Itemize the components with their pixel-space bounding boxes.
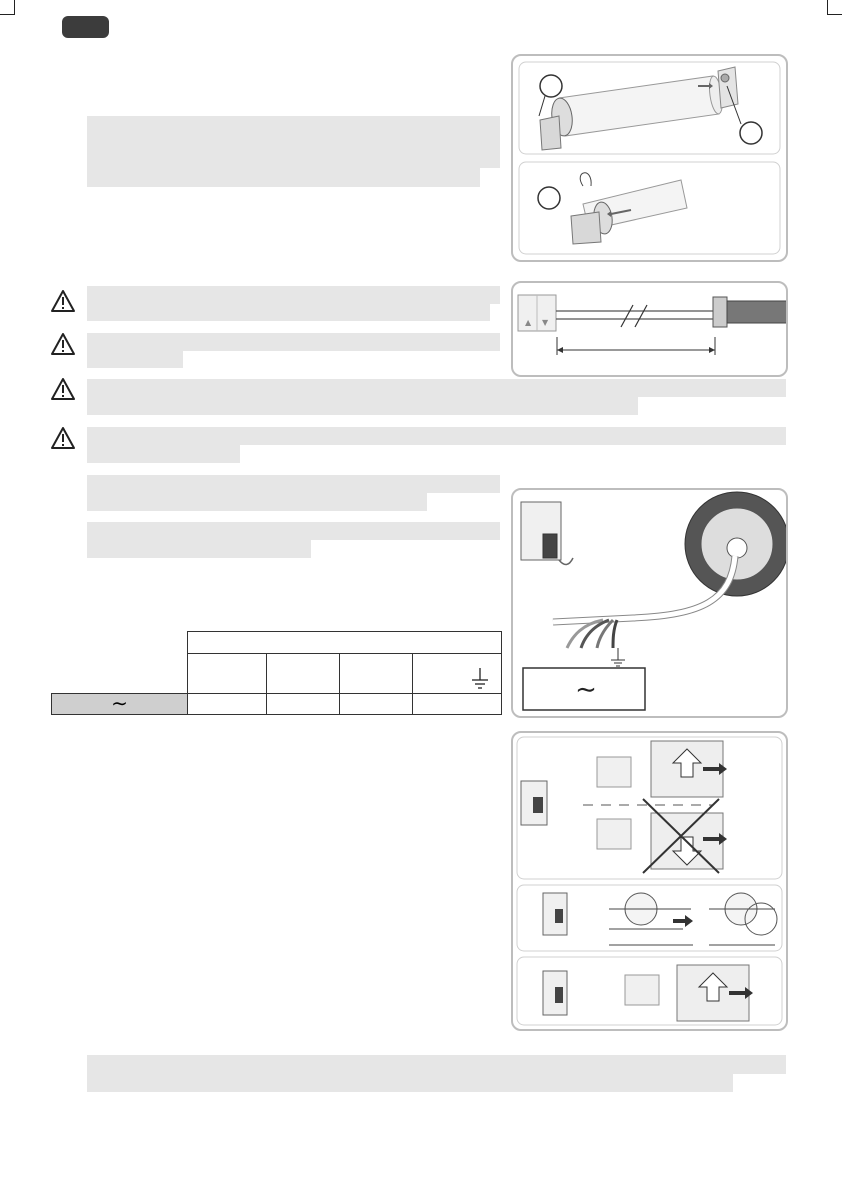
text-block-wiring-1b — [87, 493, 427, 511]
crop-mark-top-right — [827, 0, 842, 15]
wire-cell-2 — [267, 694, 340, 715]
wire-column-earth — [413, 654, 502, 694]
warning-text-3b — [87, 397, 638, 415]
figure-tube-installation — [511, 54, 788, 262]
figure-wiring-diagram — [511, 488, 788, 718]
text-block-footer — [87, 1055, 786, 1074]
warning-icon — [50, 289, 76, 313]
svg-text:▼: ▼ — [542, 318, 549, 327]
text-block-installation-1 — [87, 116, 500, 168]
warning-text-2b — [87, 351, 183, 368]
cable-length-illustration — [513, 283, 786, 375]
figure-direction-check — [511, 731, 788, 1031]
language-tab — [62, 16, 109, 38]
ac-supply-cell — [52, 694, 188, 715]
warning-text-2 — [87, 333, 500, 351]
text-block-wiring-1 — [87, 475, 500, 493]
text-block-wiring-2b — [87, 540, 311, 558]
wiring-table-header — [188, 632, 502, 654]
warning-icon — [50, 426, 76, 450]
text-block-footer-b — [87, 1074, 733, 1092]
warning-text-1 — [87, 286, 500, 304]
svg-text:▲: ▲ — [525, 318, 532, 327]
direction-check-illustration — [513, 733, 786, 1029]
warning-text-4 — [87, 427, 786, 445]
figure-cable-length — [511, 281, 788, 377]
text-block-installation-2 — [87, 168, 480, 187]
warning-icon — [50, 332, 76, 356]
ac-symbol: ∼ — [575, 674, 597, 704]
warning-text-4b — [87, 445, 240, 463]
wire-cell-1 — [188, 694, 267, 715]
wire-column-1 — [188, 654, 267, 694]
wire-cell-earth — [413, 694, 502, 715]
wire-cell-3 — [340, 694, 413, 715]
ground-icon — [471, 668, 489, 690]
wire-column-3 — [340, 654, 413, 694]
warning-icon — [50, 377, 76, 401]
warning-text-1b — [87, 304, 490, 321]
crop-mark-top-left — [0, 0, 15, 15]
tube-installation-illustration — [513, 56, 786, 260]
warning-text-3 — [87, 379, 786, 397]
ac-symbol: ∼ — [111, 692, 128, 715]
wire-column-2 — [267, 654, 340, 694]
text-block-wiring-2 — [87, 522, 500, 540]
wiring-table — [51, 631, 502, 715]
